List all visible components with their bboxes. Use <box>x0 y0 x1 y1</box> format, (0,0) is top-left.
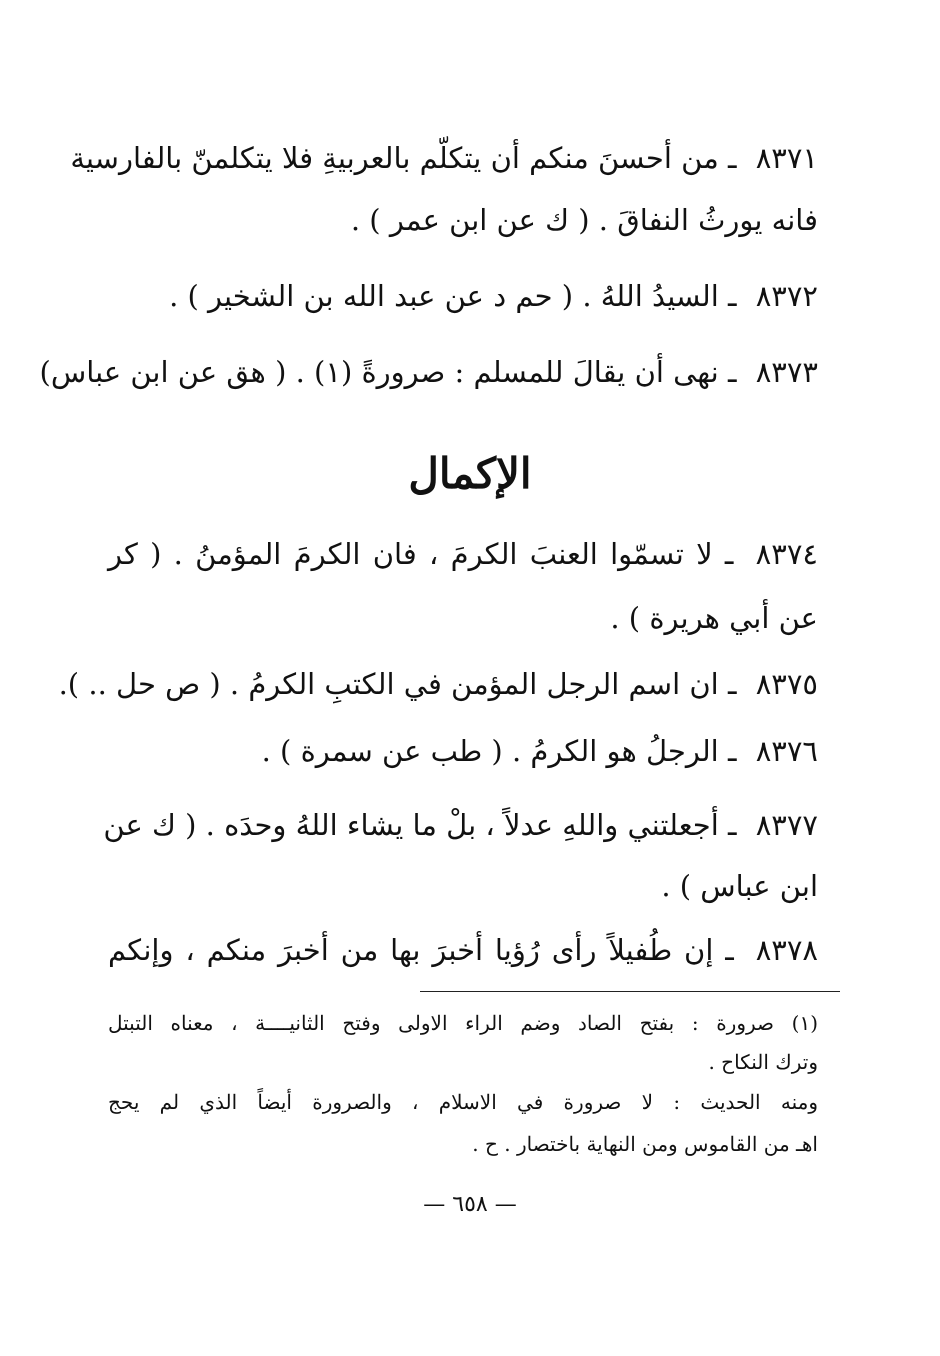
hadith-line-continuation: ابن عباس ) . <box>661 869 818 903</box>
hadith-line-continuation: فانه يورثُ النفاقَ . ( ك عن ابن عمر ) . <box>350 203 818 237</box>
section-heading: الإكمال <box>408 449 532 498</box>
hadith-line: ٨٣٧٣ ـ نهى أن يقالَ للمسلم : صرورةً (١) . ( هق عن ابن عباس) <box>39 355 818 389</box>
hadith-text: من أحسنَ منكم أن يتكلّم بالعربيةِ فلا يتكلمنّ بالفارسية <box>70 141 719 175</box>
hadith-line: ٨٣٧٦ ـ الرجلُ هو الكرمُ . ( طب عن سمرة ) . <box>261 734 818 768</box>
hadith-number: ٨٣٧٣ <box>755 355 818 389</box>
hadith-line-continuation: عن أبي هريرة ) . <box>610 601 818 635</box>
hadith-line: ٨٣٧٤ ـ لا تسمّوا العنبَ الكرمَ ، فان الكرمَ المؤمنُ . ( كر <box>108 537 818 571</box>
hadith-number: ٨٣٧٢ <box>755 279 818 313</box>
footnote-separator <box>420 991 840 992</box>
hadith-text: السيدُ اللهُ . ( حم د عن عبد الله بن الشخير ) . <box>169 279 719 313</box>
footnote-line: (١) صرورة : بفتح الصاد وضم الراء الاولى وفتح الثانيــــة ، معناه التبتل <box>108 1011 818 1035</box>
page-number: — ٦٥٨ — <box>423 1192 517 1217</box>
hadith-text: أجعلتني واللهِ عدلاً ، بلْ ما يشاء اللهُ وحدَه . ( ك عن <box>103 808 719 842</box>
hadith-text: لا تسمّوا العنبَ الكرمَ ، فان الكرمَ المؤمنُ . ( كر <box>108 537 713 571</box>
hadith-line: ٨٣٧٥ ـ ان اسم الرجل المؤمن في الكتبِ الكرمُ . ( ص حل .. ). <box>58 667 818 701</box>
hadith-number: ٨٣٧٦ <box>755 734 818 768</box>
footnote-line: ومنه الحديث : لا صرورة في الاسلام ، والصرورة أيضاً الذي لم يحج <box>108 1090 818 1114</box>
hadith-text: الرجلُ هو الكرمُ . ( طب عن سمرة ) . <box>261 734 719 768</box>
hadith-line: ٨٣٧١ ـ من أحسنَ منكم أن يتكلّم بالعربيةِ فلا يتكلمنّ بالفارسية <box>70 141 818 175</box>
footnote-line: وترك النكاح . <box>708 1050 818 1074</box>
hadith-number: ٨٣٧١ <box>755 141 818 175</box>
hadith-text: نهى أن يقالَ للمسلم : صرورةً (١) . ( هق عن ابن عباس) <box>39 355 719 389</box>
hadith-line: ٨٣٧٨ ـ إن طُفيلاً رأى رُؤيا أخبرَ بها من أخبرَ منكم ، وإنكم <box>108 933 818 967</box>
hadith-text: ان اسم الرجل المؤمن في الكتبِ الكرمُ . ( ص حل .. ). <box>58 667 719 701</box>
hadith-number: ٨٣٧٨ <box>755 933 818 967</box>
footnote-line: اهـ من القاموس ومن النهاية باختصار . ح . <box>472 1132 818 1156</box>
hadith-number: ٨٣٧٤ <box>755 537 818 571</box>
hadith-number: ٨٣٧٥ <box>755 667 818 701</box>
hadith-text: إن طُفيلاً رأى رُؤيا أخبرَ بها من أخبرَ منكم ، وإنكم <box>108 933 714 967</box>
hadith-line: ٨٣٧٧ ـ أجعلتني واللهِ عدلاً ، بلْ ما يشاء اللهُ وحدَه . ( ك عن <box>103 808 818 842</box>
hadith-number: ٨٣٧٧ <box>755 808 818 842</box>
hadith-line: ٨٣٧٢ ـ السيدُ اللهُ . ( حم د عن عبد الله بن الشخير ) . <box>169 279 818 313</box>
